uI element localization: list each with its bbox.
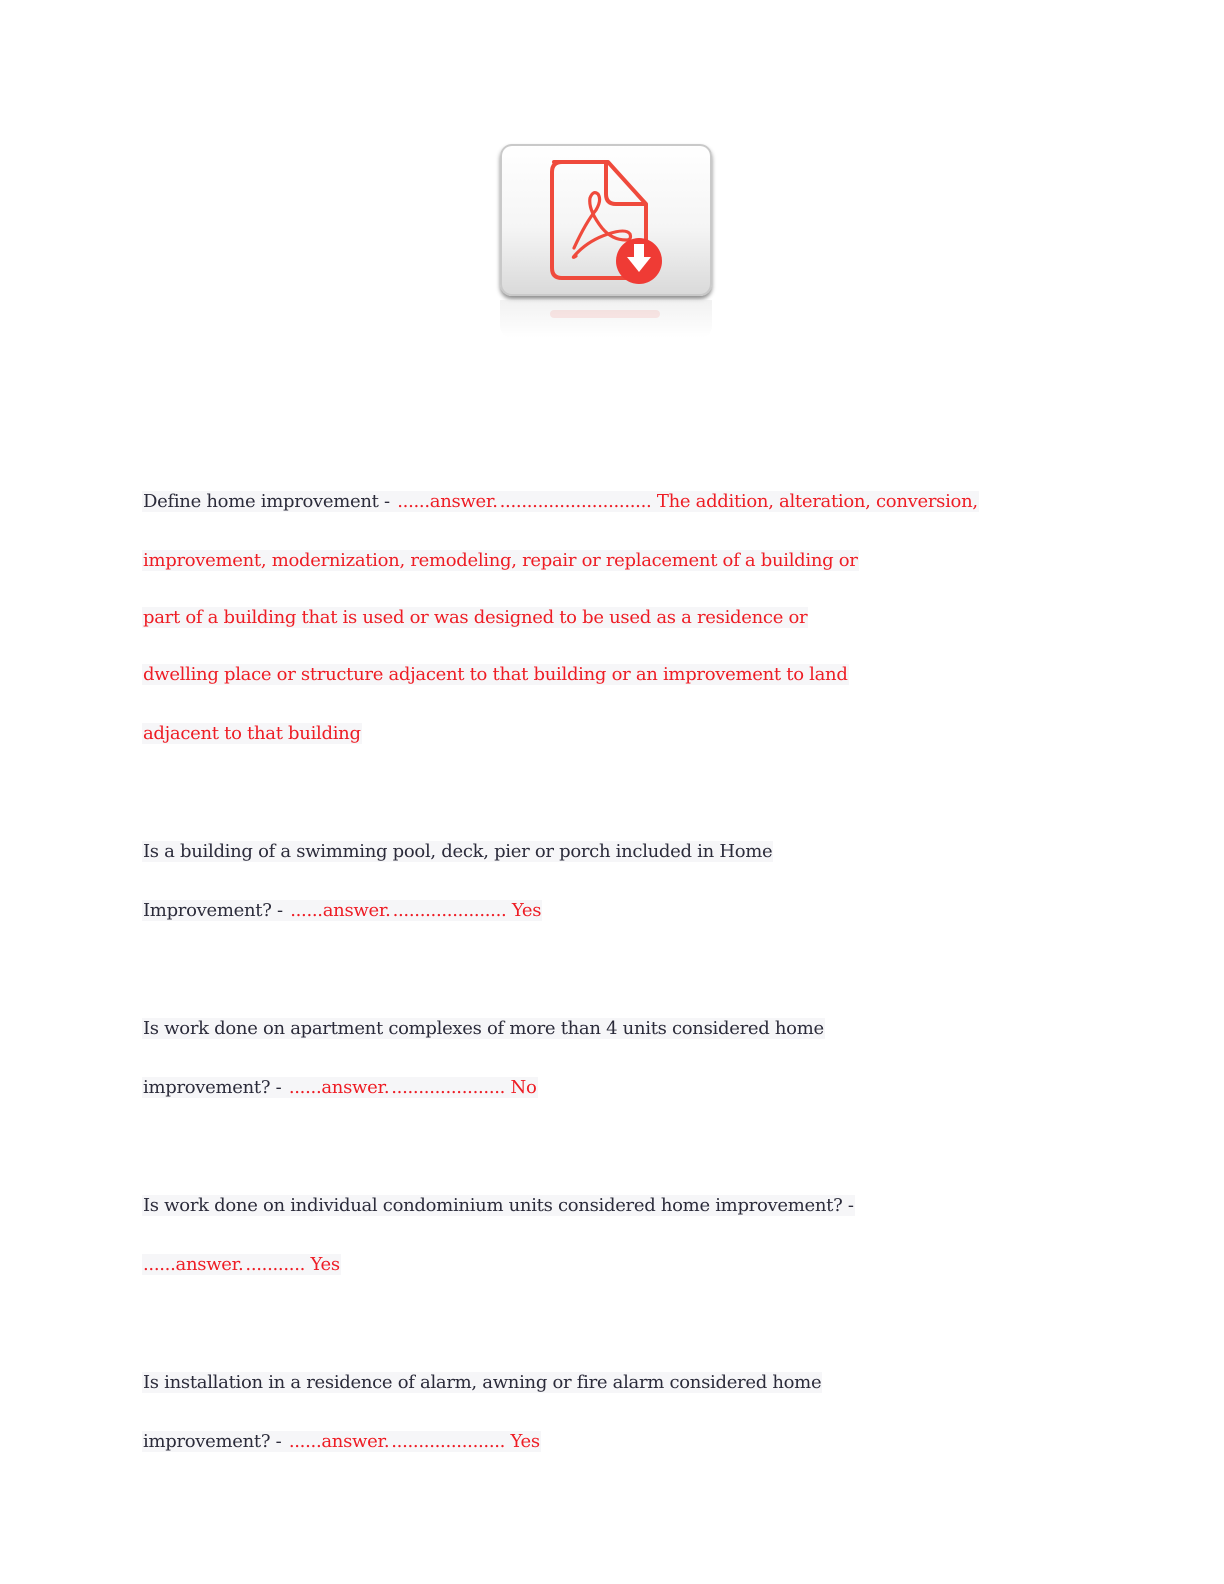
pdf-download-icon xyxy=(500,144,712,296)
question-text: improvement? - xyxy=(143,1431,287,1452)
answer-text: dwelling place or structure adjacent to that building or an improvement to land xyxy=(143,664,848,685)
answer-text: ............................ The addition, alteration, conversion, xyxy=(499,491,978,512)
question-text: Define home improvement - xyxy=(143,491,396,512)
answer-text: ..................... Yes xyxy=(391,1431,540,1452)
answer-text: ......answer. xyxy=(290,900,391,921)
answer-text: ..................... No xyxy=(391,1077,537,1098)
answer-text: ......answer. xyxy=(143,1254,244,1275)
question-line xyxy=(142,1013,825,1045)
answer-line xyxy=(142,718,362,750)
answer-text: adjacent to that building xyxy=(143,723,361,744)
question-text: Improvement? - xyxy=(143,900,289,921)
answer-text: part of a building that is used or was designed to be used as a residence or xyxy=(143,607,808,628)
answer-line xyxy=(142,1072,538,1104)
answer-text: ..................... Yes xyxy=(392,900,542,921)
pdf-download-badge[interactable] xyxy=(500,144,712,296)
question-text: Is work done on apartment complexes of more than 4 units considered home xyxy=(143,1018,824,1039)
question-text: improvement? - xyxy=(143,1077,287,1098)
answer-text: ......answer. xyxy=(288,1077,390,1098)
question-line xyxy=(142,1367,822,1399)
answer-line xyxy=(142,659,849,691)
question-text: Is a building of a swimming pool, deck, pier or porch included in Home xyxy=(143,841,773,862)
answer-text: ......answer. xyxy=(397,491,498,512)
answer-text: ........... Yes xyxy=(245,1254,340,1275)
answer-line xyxy=(142,602,808,634)
question-line xyxy=(142,836,773,868)
answer-line xyxy=(142,1426,541,1458)
question-text: Is installation in a residence of alarm, awning or fire alarm considered home xyxy=(143,1372,822,1393)
question-line xyxy=(142,486,979,518)
question-text: Is work done on individual condominium units considered home improvement? - xyxy=(143,1195,854,1216)
answer-line xyxy=(142,545,859,577)
answer-line xyxy=(142,1249,341,1281)
question-line xyxy=(142,1190,855,1222)
answer-line xyxy=(142,895,542,927)
answer-text: improvement, modernization, remodeling, repair or replacement of a building or xyxy=(143,550,858,571)
pdf-badge-reflection xyxy=(500,300,712,338)
answer-text: ......answer. xyxy=(288,1431,390,1452)
